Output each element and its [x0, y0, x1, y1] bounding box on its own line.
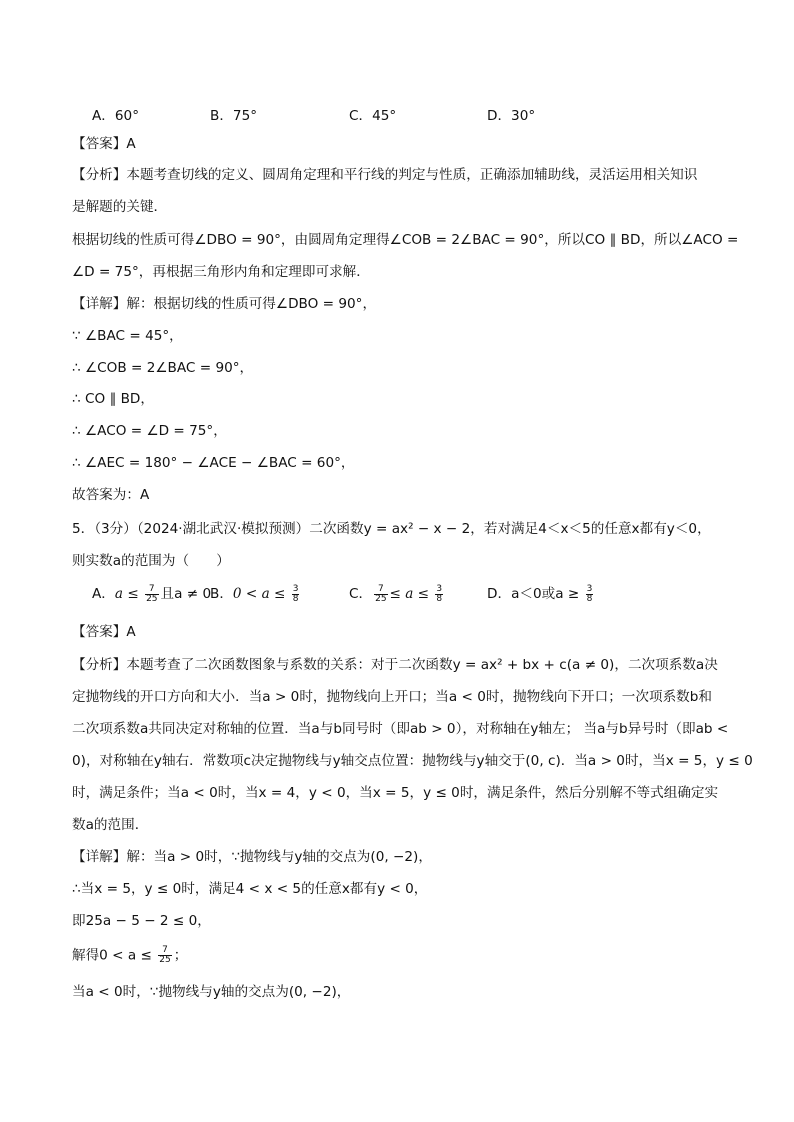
q5-answer: 【答案】A: [72, 624, 136, 640]
q4-detail-line-1: 【详解】解：根据切线的性质可得∠DBO = 90°，: [72, 296, 377, 312]
q4-answer: 【答案】A: [72, 136, 136, 152]
fraction: $\frac{7}{25}$: [146, 583, 158, 604]
q4-detail-line-3: ∴ ∠COB = 2∠BAC = 90°，: [72, 360, 254, 376]
q5-stem-line-2: 则实数a的范围为（ ）: [72, 553, 230, 569]
q5-option-b: B．0 < a ≤ $\frac{3}{8}$: [210, 583, 299, 604]
q4-option-c: C．45°: [349, 108, 397, 124]
fraction: $\frac{3}{8}$: [436, 583, 443, 604]
q5-analysis-line-3: 二次项系数a共同决定对称轴的位置．当a与b同号时（即ab > 0），对称轴在y轴左； 当a与b异号时（即ab <: [72, 721, 729, 737]
q4-option-b: B．75°: [210, 108, 258, 124]
q5-option-c: C． $\frac{7}{25}$ ≤ a ≤ $\frac{3}{8}$: [349, 583, 443, 604]
q4-detail-line-5: ∴ ∠ACO = ∠D = 75°，: [72, 423, 227, 439]
q5-analysis-line-1: 【分析】本题考查了二次函数图象与系数的关系：对于二次函数y = ax² + bx + c(a ≠ 0)，二次项系数a决: [72, 657, 718, 673]
fraction: $\frac{7}{25}$: [159, 945, 171, 965]
q4-analysis-line-3: 根据切线的性质可得∠DBO = 90°，由圆周角定理得∠COB = 2∠BAC = 90°，所以CO ∥ BD，所以∠ACO =: [72, 232, 739, 248]
q5-detail-line-2: ∴当x = 5，y ≤ 0时，满足4 < x < 5的任意x都有y < 0，: [72, 881, 428, 897]
q4-option-d: D．30°: [487, 108, 536, 124]
q4-analysis-line-4: ∠D = 75°，再根据三角形内角和定理即可求解．: [72, 264, 370, 280]
q4-detail-line-6: ∴ ∠AEC = 180° − ∠ACE − ∠BAC = 60°，: [72, 455, 355, 471]
q4-option-a: A．60°: [92, 108, 139, 124]
q4-detail-line-4: ∴ CO ∥ BD，: [72, 391, 154, 407]
fraction: $\frac{3}{8}$: [586, 583, 593, 604]
q4-analysis-line-2: 是解题的关键．: [72, 199, 168, 215]
q4-final-answer: 故答案为：A: [72, 487, 150, 503]
q5-option-d: D．a＜0或a ≥ $\frac{3}{8}$: [487, 583, 593, 604]
q5-detail-line-3: 即25a − 5 − 2 ≤ 0，: [72, 913, 211, 929]
fraction: $\frac{3}{8}$: [292, 583, 299, 604]
q5-analysis-line-4: 0)，对称轴在y轴右．常数项c决定抛物线与y轴交点位置：抛物线与y轴交于(0, c)．当a > 0时，当x = 5，y ≤ 0: [72, 753, 753, 769]
q5-option-a: A．a ≤ $\frac{7}{25}$ 且a ≠ 0: [92, 583, 212, 604]
q5-analysis-line-6: 数a的范围．: [72, 817, 149, 833]
q5-detail-line-5: 当a < 0时，∵抛物线与y轴的交点为(0, −2)，: [72, 984, 351, 1000]
q4-analysis-line-1: 【分析】本题考查切线的定义、圆周角定理和平行线的判定与性质，正确添加辅助线，灵活运用相关知识: [72, 167, 698, 183]
q5-analysis-line-2: 定抛物线的开口方向和大小．当a > 0时，抛物线向上开口；当a < 0时，抛物线向下开口；一次项系数b和: [72, 689, 712, 705]
fraction: $\frac{7}{25}$: [375, 583, 387, 604]
q5-detail-line-4: 解得0 < a ≤ $\frac{7}{25}$ ；: [72, 945, 188, 965]
q5-stem-line-1: 5．（3分）（2024·湖北武汉·模拟预测）二次函数y = ax² − x − 2，若对满足4＜x＜5的任意x都有y＜0，: [72, 521, 711, 537]
q5-detail-line-1: 【详解】解：当a > 0时，∵抛物线与y轴的交点为(0, −2)，: [72, 849, 432, 865]
q4-detail-line-2: ∵ ∠BAC = 45°，: [72, 328, 183, 344]
q5-analysis-line-5: 时，满足条件；当a < 0时，当x = 4，y < 0，当x = 5，y ≤ 0时，满足条件，然后分别解不等式组确定实: [72, 785, 719, 801]
